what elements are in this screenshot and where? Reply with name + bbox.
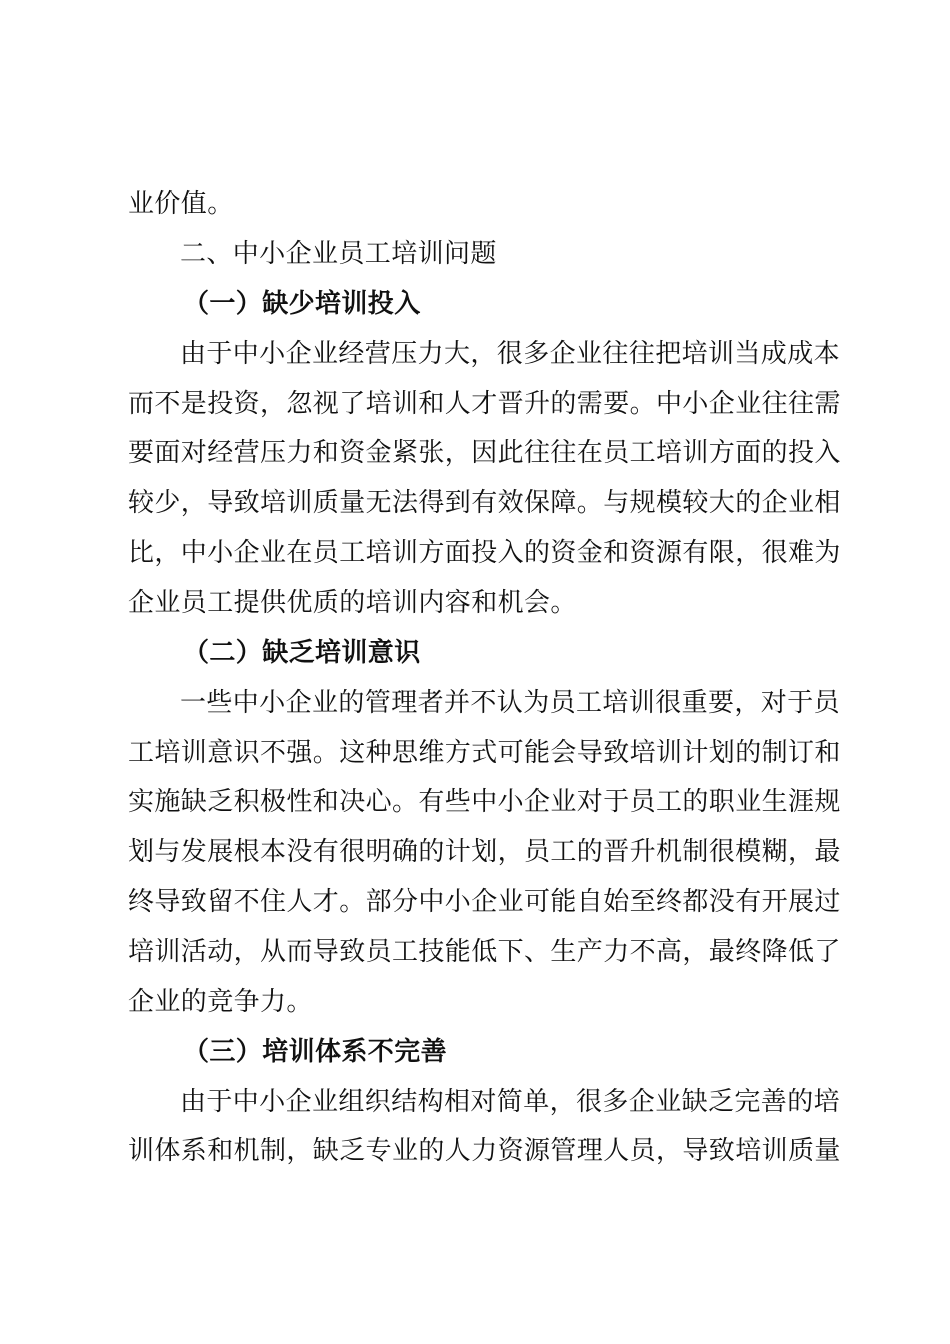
subsection-heading: （一）缺少培训投入 xyxy=(183,289,421,319)
paragraph-line: 工培训意识不强。这种思维方式可能会导致培训计划的制订和 xyxy=(128,738,841,768)
paragraph-line: 终导致留不住人才。部分中小企业可能自始至终都没有开展过 xyxy=(128,887,841,917)
paragraph-line: 训体系和机制，缺乏专业的人力资源管理人员，导致培训质量 xyxy=(128,1136,841,1166)
paragraph-line: 较少，导致培训质量无法得到有效保障。与规模较大的企业相 xyxy=(128,488,841,518)
paragraph-line: 培训活动，从而导致员工技能低下、生产力不高，最终降低了 xyxy=(128,937,841,967)
paragraph-line: 由于中小企业组织结构相对简单，很多企业缺乏完善的培 xyxy=(180,1087,841,1117)
paragraph-line: 企业的竞争力。 xyxy=(128,987,313,1017)
section-title: 二、中小企业员工培训问题 xyxy=(180,239,497,269)
paragraph-line: 一些中小企业的管理者并不认为员工培训很重要，对于员 xyxy=(180,688,841,718)
paragraph-line: 而不是投资，忽视了培训和人才晋升的需要。中小企业往往需 xyxy=(128,389,841,419)
subsection-heading: （三）培训体系不完善 xyxy=(183,1037,448,1067)
paragraph-line: 划与发展根本没有很明确的计划，员工的晋升机制很模糊，最 xyxy=(128,837,841,867)
paragraph-line: 要面对经营压力和资金紧张，因此往往在员工培训方面的投入 xyxy=(128,438,841,468)
subsection-heading: （二）缺乏培训意识 xyxy=(183,638,421,668)
paragraph-line: 比，中小企业在员工培训方面投入的资金和资源有限，很难为 xyxy=(128,538,841,568)
paragraph-line: 业价值。 xyxy=(128,189,234,219)
paragraph-line: 由于中小企业经营压力大，很多企业往往把培训当成成本 xyxy=(180,339,841,369)
paragraph-line: 实施缺乏积极性和决心。有些中小企业对于员工的职业生涯规 xyxy=(128,787,841,817)
paragraph-line: 企业员工提供优质的培训内容和机会。 xyxy=(128,588,577,618)
